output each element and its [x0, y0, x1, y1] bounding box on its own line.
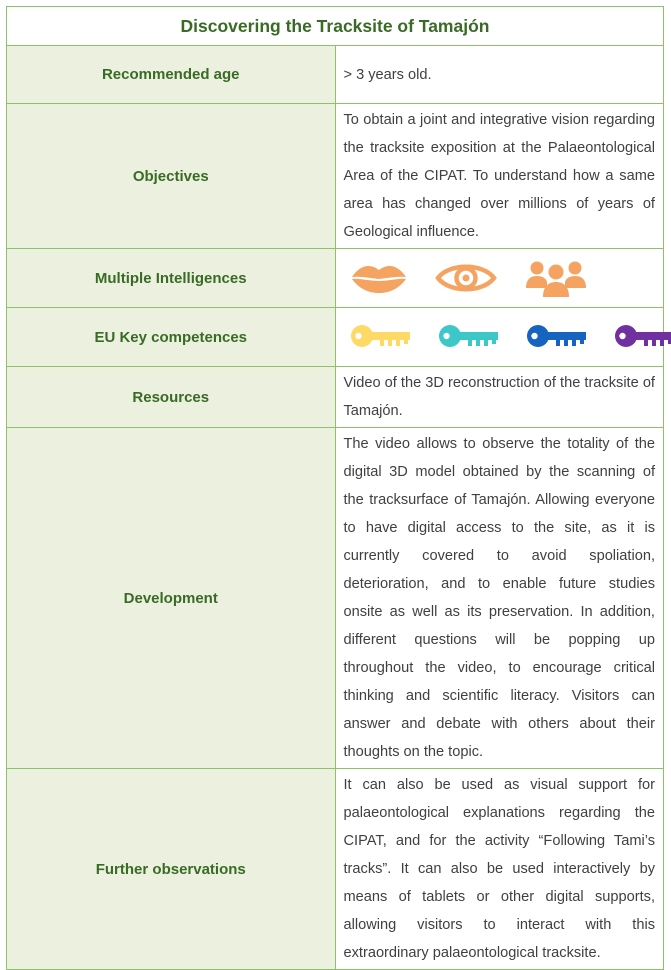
value-further-observations: It can also be used as visual support for palaeontological explanations regarding the CIPAT, and for the activity “Following Tami’s tracks”. It can also be used interactively by means of tablets or other digital supports, allowing visitors to interact with this extraordinary palaeontological tracksite.	[335, 769, 664, 970]
value-multiple-intelligences	[335, 249, 664, 308]
label-recommended-age: Recommended age	[7, 46, 336, 104]
row-recommended-age	[7, 46, 664, 104]
key-icon-purple	[614, 322, 671, 352]
table-title: Discovering the Tracksite of Tamajón	[7, 7, 664, 46]
value-eu-key-competences	[335, 308, 664, 367]
key-icon-blue	[526, 322, 588, 352]
key-icon-cyan	[438, 322, 500, 352]
value-resources: Video of the 3D reconstruction of the tracksite of Tamajón.	[335, 367, 664, 428]
label-development: Development	[7, 428, 336, 769]
key-icon-yellow	[350, 322, 412, 352]
label-further-observations: Further observations	[7, 769, 336, 970]
value-development: The video allows to observe the totality of the digital 3D model obtained by the scanning of the tracksurface of Tamajón. Allowing everyone to have digital access to the site, as it is currently covered to avoid spoliation, deterioration, and to enable future studies onsite as well as its preservation. In addition, different questions will be popping up throughout the video, to encourage critical thinking and scientific literacy. Visitors can answer and debate with others about their thoughts on the topic.	[335, 428, 664, 769]
row-resources	[7, 367, 664, 428]
activity-table	[6, 6, 664, 970]
label-resources: Resources	[7, 367, 336, 428]
people-group-icon	[524, 258, 588, 298]
row-development	[7, 428, 664, 769]
title-row	[7, 7, 664, 46]
value-recommended-age: > 3 years old.	[335, 46, 664, 104]
label-objectives: Objectives	[7, 104, 336, 249]
lips-icon	[350, 261, 408, 295]
label-multiple-intelligences: Multiple Intelligences	[7, 249, 336, 308]
row-multiple-intelligences	[7, 249, 664, 308]
label-eu-key-competences: EU Key competences	[7, 308, 336, 367]
value-objectives: To obtain a joint and integrative vision regarding the tracksite exposition at the Palaeontological Area of the CIPAT. To understand how a same area has changed over millions of years of Geological influence.	[335, 104, 664, 249]
row-objectives	[7, 104, 664, 249]
eye-icon	[435, 260, 497, 296]
activity-sheet	[6, 6, 664, 970]
row-eu-key-competences	[7, 308, 664, 367]
